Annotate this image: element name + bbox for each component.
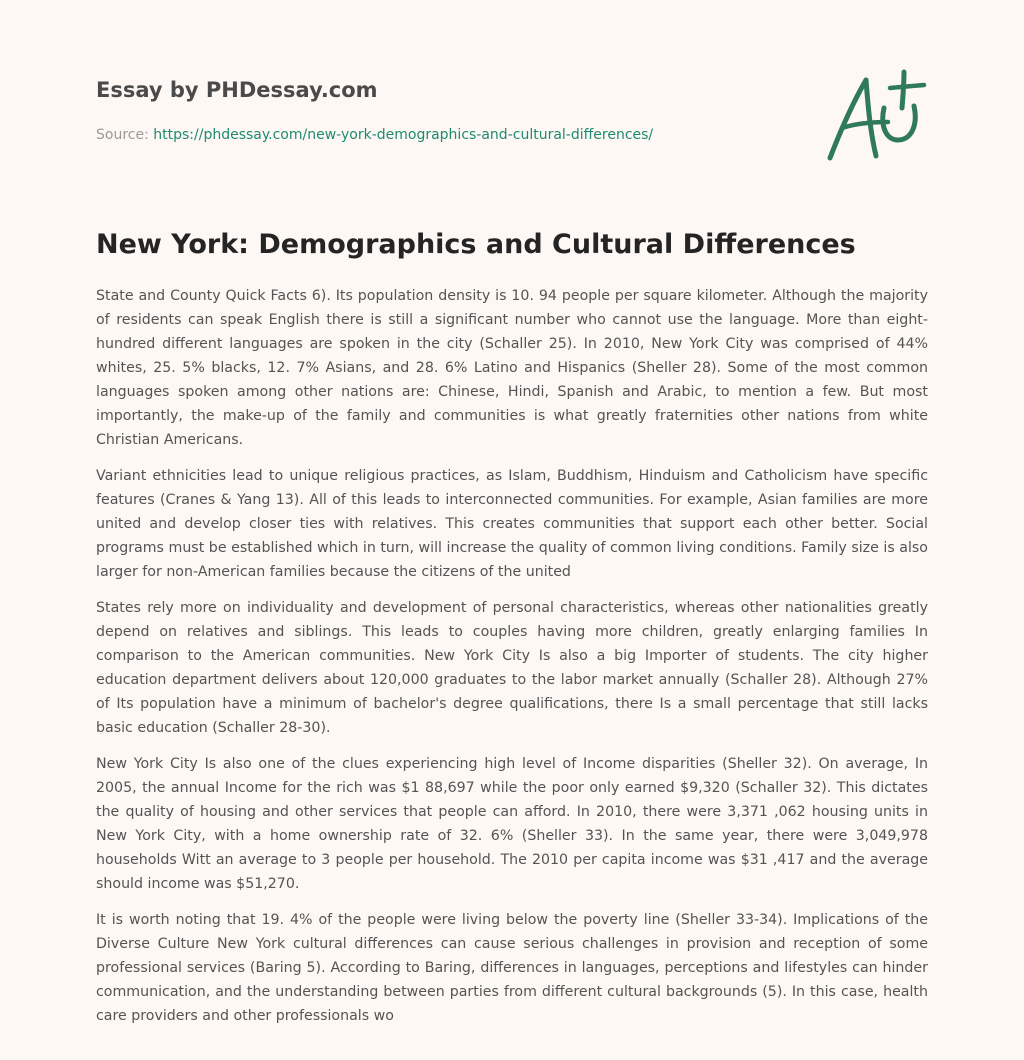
source-line (96, 125, 796, 145)
essay-paragraph: States rely more on individuality and development of personal characteristics, whereas other nationalities greatly depend on relatives and siblings. This leads to couples having more children, greatly enlarging families In comparison to the American communities. New York City Is also a big Importer of students. The city higher education department delivers about 120,000 graduates to the labor market annually (Schaller 28). Although 27% of Its population have a minimum of bachelor's degree qualifications, there Is a small percentage that still lacks basic education (Schaller 28-30). (96, 600, 928, 736)
site-brand: Essay by PHDessay.com (96, 78, 378, 102)
a-plus-logo-icon (818, 66, 928, 166)
essay-paragraph: Variant ethnicities lead to unique religious practices, as Islam, Buddhism, Hinduism and Catholicism have specific features (Cranes & Yang 13). All of this leads to interconnected communities. For example, Asian families are more united and develop closer ties with relatives. This creates communities that support each other better. Social programs must be established which in turn, will increase the quality of common living conditions. Family size is also larger for non-American families because the citizens of the united (96, 468, 928, 580)
page-header (96, 76, 796, 145)
essay-title: New York: Demographics and Cultural Differences (96, 229, 856, 260)
essay-paragraph: It is worth noting that 19. 4% of the people were living below the poverty line (Sheller 33-34). Implications of the Diverse Culture New York cultural differences can cause serious challenges in provision and reception of some professional services (Baring 5). According to Baring, differences in languages, perceptions and lifestyles can hinder communication, and the understanding between parties from different cultural backgrounds (5). In this case, health care providers and other professionals wo (96, 912, 928, 1024)
essay-paragraph: New York City Is also one of the clues experiencing high level of Income disparities (Sheller 32). On average, In 2005, the annual Income for the rich was $1 88,697 while the poor only earned $9,320 (Schaller 32). This dictates the quality of housing and other services that people can afford. In 2010, there were 3,371 ,062 housing units in New York City, with a home ownership rate of 32. 6% (Sheller 33). In the same year, there were 3,049,978 households Witt an average to 3 people per household. The 2010 per capita income was $31 ,417 and the average should income was $51,270. (96, 756, 928, 892)
essay-paragraph: State and County Quick Facts 6). Its population density is 10. 94 people per square kilometer. Although the majority of residents can speak English there is still a significant number who cannot use the language. More than eight-hundred different languages are spoken in the city (Schaller 25). In 2010, New York City was comprised of 44% whites, 25. 5% blacks, 12. 7% Asians, and 28. 6% Latino and Hispanics (Sheller 28). Some of the most common languages spoken among other nations are: Chinese, Hindi, Spanish and Arabic, to mention a few. But most importantly, the make-up of the family and communities is what greatly fraternities other nations from white Christian Americans. (96, 288, 928, 448)
essay-body (96, 284, 928, 1040)
source-label: Source: (96, 127, 154, 143)
source-link[interactable]: https://phdessay.com/new-york-demographics-and-cultural-differences/ (153, 127, 654, 143)
